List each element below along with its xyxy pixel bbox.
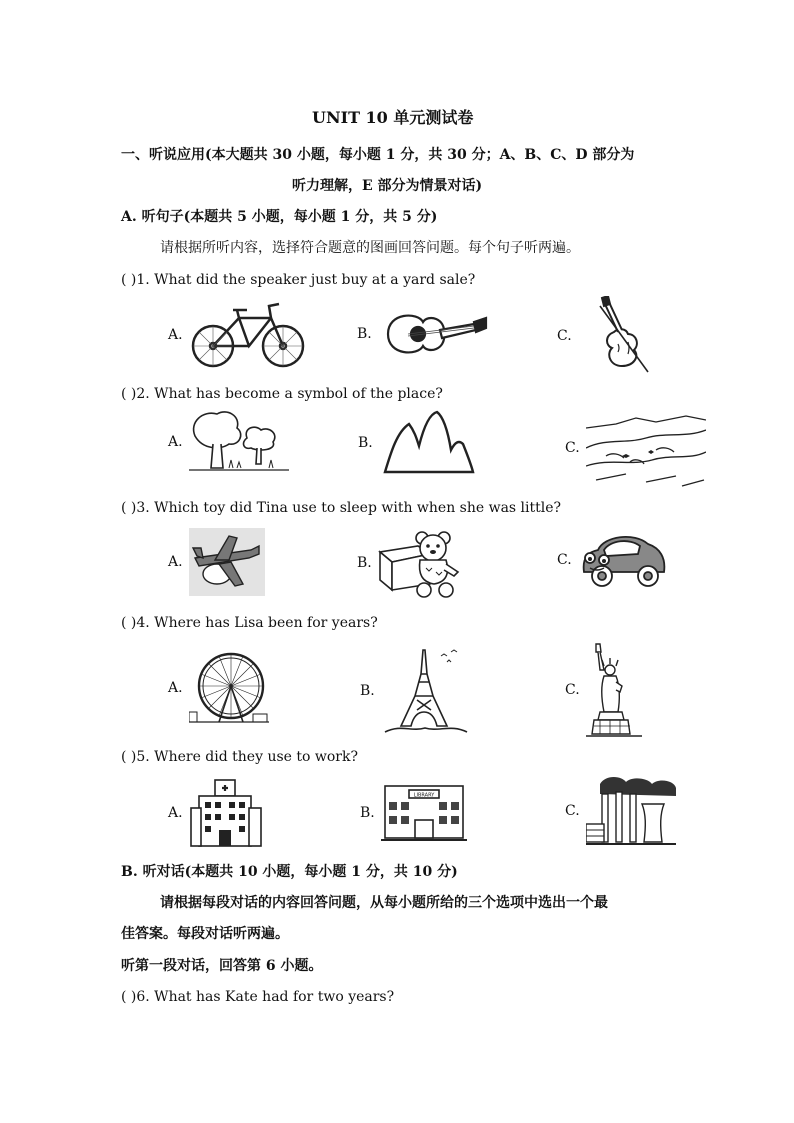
page-title: UNIT 10 单元测试卷 xyxy=(312,108,474,127)
option-label: C. xyxy=(557,552,572,568)
option-label: C. xyxy=(565,440,580,456)
eiffel-tower-icon xyxy=(381,646,471,736)
hospital-icon xyxy=(189,778,263,848)
q2-option-b[interactable] xyxy=(358,410,479,476)
guitar-icon xyxy=(378,304,488,364)
option-label: C. xyxy=(565,682,580,698)
q3-option-a[interactable] xyxy=(168,528,265,596)
option-label: B. xyxy=(357,555,372,571)
q5-option-c[interactable] xyxy=(565,774,676,848)
option-label: A. xyxy=(168,554,183,570)
ferris-wheel-icon xyxy=(189,650,269,726)
q2-option-c[interactable] xyxy=(565,408,706,488)
q5-option-a[interactable] xyxy=(168,778,263,848)
river-icon xyxy=(586,408,706,488)
option-label: B. xyxy=(357,326,372,342)
factory-icon xyxy=(586,774,676,848)
q4-option-a[interactable] xyxy=(168,650,269,726)
q4-option-b[interactable] xyxy=(360,646,471,736)
part-b-instruction-line1: 请根据每段对话的内容回答问题，从每小题所给的三个选项中选出一个最 xyxy=(160,895,608,911)
option-label: B. xyxy=(360,683,375,699)
option-label: C. xyxy=(557,328,572,344)
question-6: ( )6. What has Kate had for two years? xyxy=(121,989,395,1005)
section-heading-line1: 一、听说应用(本大题共 30 小题，每小题 1 分，共 30 分；A、B、C、D 部分为 xyxy=(121,147,635,163)
q1-option-b[interactable] xyxy=(357,304,488,364)
q2-option-a[interactable] xyxy=(168,410,289,474)
library-sign-text: LIBRARY xyxy=(413,792,435,799)
option-label: C. xyxy=(565,803,580,819)
question-4: ( )4. Where has Lisa been for years? xyxy=(121,615,378,631)
part-b-instruction-line2: 佳答案。每段对话听两遍。 xyxy=(121,926,289,942)
question-1: ( )1. What did the speaker just buy at a yard sale? xyxy=(121,272,476,288)
question-3: ( )3. Which toy did Tina use to sleep with when she was little? xyxy=(121,500,562,516)
q1-option-c[interactable] xyxy=(557,296,658,376)
q4-option-c[interactable] xyxy=(565,642,642,738)
question-2: ( )2. What has become a symbol of the place? xyxy=(121,386,443,402)
part-a-heading: A. 听句子(本题共 5 小题，每小题 1 分，共 5 分) xyxy=(121,209,438,225)
teddy-bear-icon xyxy=(378,528,464,598)
q5-option-b[interactable] xyxy=(360,782,467,844)
toy-plane-icon xyxy=(189,528,265,596)
section-heading-line2: 听力理解，E 部分为情景对话) xyxy=(292,178,483,194)
statue-of-liberty-icon xyxy=(586,642,642,738)
library-icon xyxy=(381,782,467,844)
option-label: A. xyxy=(168,327,183,343)
bicycle-icon xyxy=(189,296,309,374)
q3-option-b[interactable] xyxy=(357,528,464,598)
violin-icon xyxy=(578,296,658,376)
option-label: A. xyxy=(168,434,183,450)
toy-car-icon xyxy=(578,528,668,592)
dialogue-1-heading: 听第一段对话，回答第 6 小题。 xyxy=(121,958,323,974)
question-5: ( )5. Where did they use to work? xyxy=(121,749,358,765)
tree-icon xyxy=(189,410,289,474)
option-label: A. xyxy=(168,680,183,696)
option-label: B. xyxy=(358,435,373,451)
option-label: A. xyxy=(168,805,183,821)
part-b-heading: B. 听对话(本题共 10 小题，每小题 1 分，共 10 分) xyxy=(121,864,458,880)
q3-option-c[interactable] xyxy=(557,528,668,592)
option-label: B. xyxy=(360,805,375,821)
part-a-instruction: 请根据所听内容，选择符合题意的图画回答问题。每个句子听两遍。 xyxy=(160,240,580,256)
q1-option-a[interactable] xyxy=(168,296,309,374)
mountain-icon xyxy=(379,410,479,476)
